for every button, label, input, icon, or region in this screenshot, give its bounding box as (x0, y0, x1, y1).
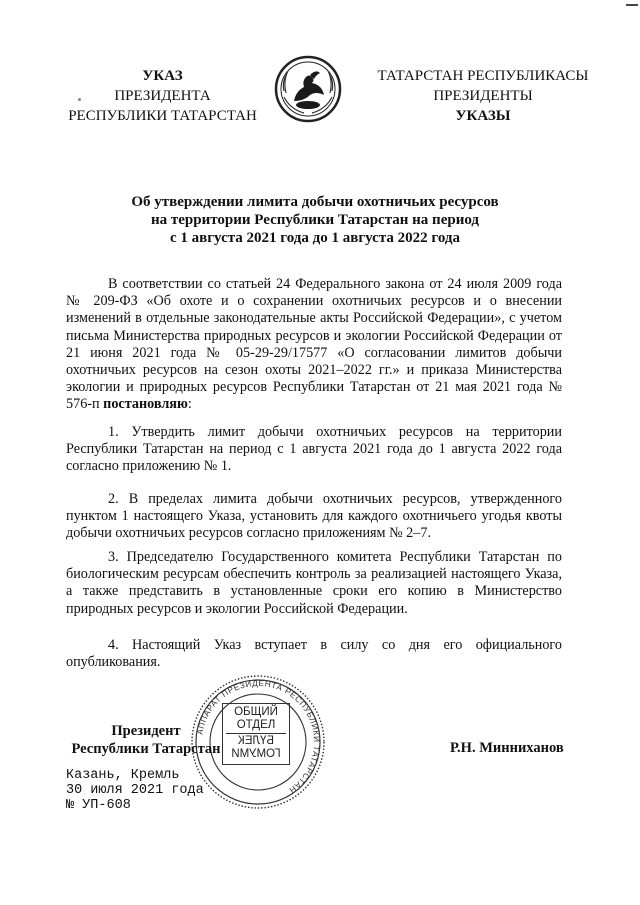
stamp-line2: ОТДЕЛ (236, 719, 276, 731)
clause-2 (66, 491, 562, 543)
stamp-inner-box (222, 703, 290, 765)
title-line2: на территории Республики Татарстан на период (151, 212, 479, 228)
header-left-line1: УКАЗ (142, 68, 183, 84)
clause-4 (66, 637, 562, 671)
header-right-line3: УКАЗЫ (455, 108, 511, 124)
stamp-line4: ГОМУМИ (231, 748, 281, 760)
clause-4-text: 4. Настоящий Указ вступает в силу со дня его официального опубликования. (66, 637, 562, 671)
document-title (100, 193, 530, 247)
preamble-keyword: постановляю (103, 396, 188, 413)
clause-1 (66, 424, 562, 476)
clause-3-text: 3. Председателю Государственного комитета Республики Татарстан по биологическим ресурсам обеспечить контроль за реализацией настоящего Указа, а также представить в установленные сроки его копию в Министерство природных ресурсов и экологии Российской Федерации. (66, 549, 562, 617)
preamble-paragraph (66, 276, 562, 414)
tatarstan-coat-of-arms-icon (274, 55, 342, 123)
header-left-line3: РЕСПУБЛИКИ ТАТАРСТАН (68, 108, 257, 124)
title-line3: с 1 августа 2021 года до 1 августа 2022 года (169, 230, 460, 246)
header-right-line1: ТАТАРСТАН РЕСПУБЛИКАСЫ (377, 68, 589, 84)
stamp-ring-text: АППАРАТ ПРЕЗИДЕНТА РЕСПУБЛИКИ ТАТАРСТАН (195, 678, 322, 795)
signatory-title-line2: Республики Татарстан (71, 741, 221, 757)
place-and-date (66, 768, 204, 813)
preamble-end: : (187, 396, 192, 413)
stamp-line1: ОБЩИЙ (234, 706, 278, 718)
clause-3 (66, 549, 562, 618)
decree-number: № УП-608 (66, 798, 131, 813)
scan-mark (626, 4, 638, 6)
clause-1-text: 1. Утвердить лимит добычи охотничьих ресурсов на территории Республики Татарстан на период с 1 августа 2021 года до 1 августа 2022 года согласно приложению № 1. (66, 424, 562, 475)
header-left-line2: ПРЕЗИДЕНТА (114, 88, 211, 104)
header-left (60, 66, 265, 126)
place-line: Казань, Кремль (66, 768, 180, 783)
clause-2-text: 2. В пределах лимита добычи охотничьих ресурсов, утвержденного пунктом 1 настоящего Указа, установить для каждого охотничьего угодья квоты добычи охотничьих ресурсов согласно приложениям № 2–7. (66, 491, 562, 542)
signatory-title (66, 722, 226, 758)
header-right (358, 66, 608, 126)
date-line: 30 июля 2021 года (66, 783, 204, 798)
header-right-line2: ПРЕЗИДЕНТЫ (433, 88, 533, 104)
title-line1: Об утверждении лимита добычи охотничьих ресурсов (131, 194, 499, 210)
signatory-name: Р.Н. Минниханов (450, 740, 564, 756)
preamble-text: В соответствии со статьей 24 Федерального закона от 24 июля 2009 года № 209-ФЗ «Об охоте и о сохранении охотничьих ресурсов и о внесении изменений в отдельные законодательные акты Российской Федерации», с учетом письма Министерства природных ресурсов и экологии Российской Федерации от 21 июня 2021 года № 05-29-29/17577 «О согласовании лимитов добычи охотничьих ресурсов на сезон охоты 2021–2022 гг.» и приказа Министерства экологии и природных ресурсов Республики Татарстан от 21 мая 2021 года № 576-п (66, 276, 562, 413)
signatory-title-line1: Президент (111, 723, 181, 739)
stamp-line3: БҮЛЕК (238, 735, 274, 747)
